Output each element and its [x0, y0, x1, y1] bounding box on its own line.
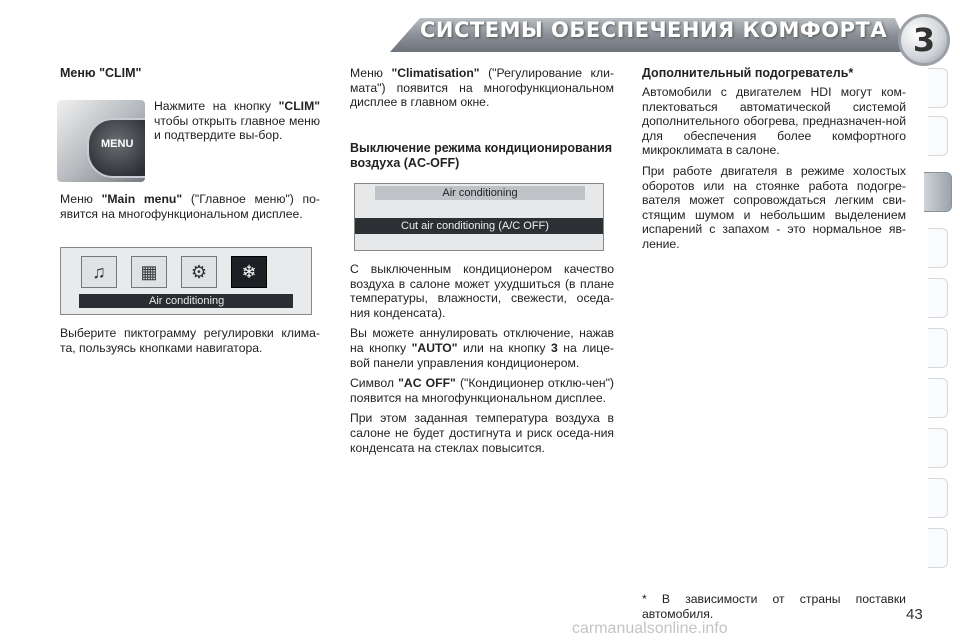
climatisation-text: Меню "Climatisation" ("Регулирование кли-мата") появится на многофункциональном дисплее в главном окне. — [350, 66, 614, 110]
settings-icon[interactable]: ⚙ — [181, 256, 217, 288]
ac-off-option[interactable]: Cut air conditioning (A/C OFF) — [355, 218, 603, 234]
audio-icon[interactable]: ♫ — [81, 256, 117, 288]
chapter-tabs — [928, 68, 950, 576]
chapter-tab-active[interactable] — [924, 172, 952, 212]
ac-off-body: С выключенным кондиционером качество воздуха в салоне может ухудшиться (в плане температуры, влажности, свежести, оседа-ния конденсата). Вы можете аннулировать отключение, нажав на кнопку "AUTO" или на кнопку 3 на лице-вой панели управления кондиционером. Символ "AC OFF" ("Кондиционер отклю-чен") появится на многофункциональном дисплее. При этом заданная температура воздуха в салоне не будет достигнута и риск оседа-ния конденсата на стеклах повысится. — [350, 262, 614, 455]
main-menu-text: Меню "Main menu" ("Главное меню") по-явится на многофункциональном дисплее. — [60, 192, 320, 221]
chapter-number: 3 — [912, 21, 936, 59]
climate-icon[interactable]: ❄ — [231, 256, 267, 288]
ac-screen-title: Air conditioning — [375, 186, 585, 200]
menu-knob-label: MENU — [101, 138, 134, 150]
page-number: 43 — [906, 606, 923, 623]
chapter-tab[interactable] — [928, 378, 948, 418]
ac-screen — [354, 183, 604, 251]
press-clim-text: Нажмите на кнопку "CLIM" чтобы открыть главное меню и подтвердите вы-бор. — [154, 99, 320, 143]
section-heading-clim: Меню "CLIM" — [60, 66, 142, 80]
chapter-tab[interactable] — [928, 228, 948, 268]
chapter-badge — [898, 14, 950, 66]
screen-caption: Air conditioning — [79, 294, 293, 308]
chapter-tab[interactable] — [928, 528, 948, 568]
page-title: СИСТЕМЫ ОБЕСПЕЧЕНИЯ КОМФОРТА — [420, 18, 888, 42]
watermark: carmanualsonline.info — [572, 620, 728, 637]
footnote: * В зависимости от страны поставки автомобиля. — [642, 592, 906, 621]
main-menu-screen — [60, 247, 312, 315]
chapter-tab[interactable] — [928, 68, 948, 108]
chapter-tab[interactable] — [928, 428, 948, 468]
chapter-tab[interactable] — [928, 328, 948, 368]
calendar-icon[interactable]: ▦ — [131, 256, 167, 288]
section-heading-heater: Дополнительный подогреватель* — [642, 66, 854, 80]
chapter-tab[interactable] — [928, 116, 948, 156]
chapter-tab[interactable] — [928, 278, 948, 318]
heater-body: Автомобили с двигателем HDI могут ком-плектоваться автоматической системой дополнительного обогрева, предназначен-ной для обеспечения более комфортного микроклимата в салоне. При работе двигателя в режиме холостых оборотов или на стоянке работа подогре-вателя может сопровождаться легким сви-стящим шумом и небольшим выделением испарений с запахом - это нормальное яв-ление. — [642, 85, 906, 251]
menu-knob — [87, 118, 145, 178]
chapter-tab[interactable] — [928, 478, 948, 518]
section-heading-ac-off: Выключение режима кондиционирования воздуха (AC-OFF) — [350, 141, 612, 170]
menu-button-photo — [57, 100, 145, 182]
select-icon-text: Выберите пиктограмму регулировки клима-та, пользуясь кнопками навигатора. — [60, 326, 320, 355]
